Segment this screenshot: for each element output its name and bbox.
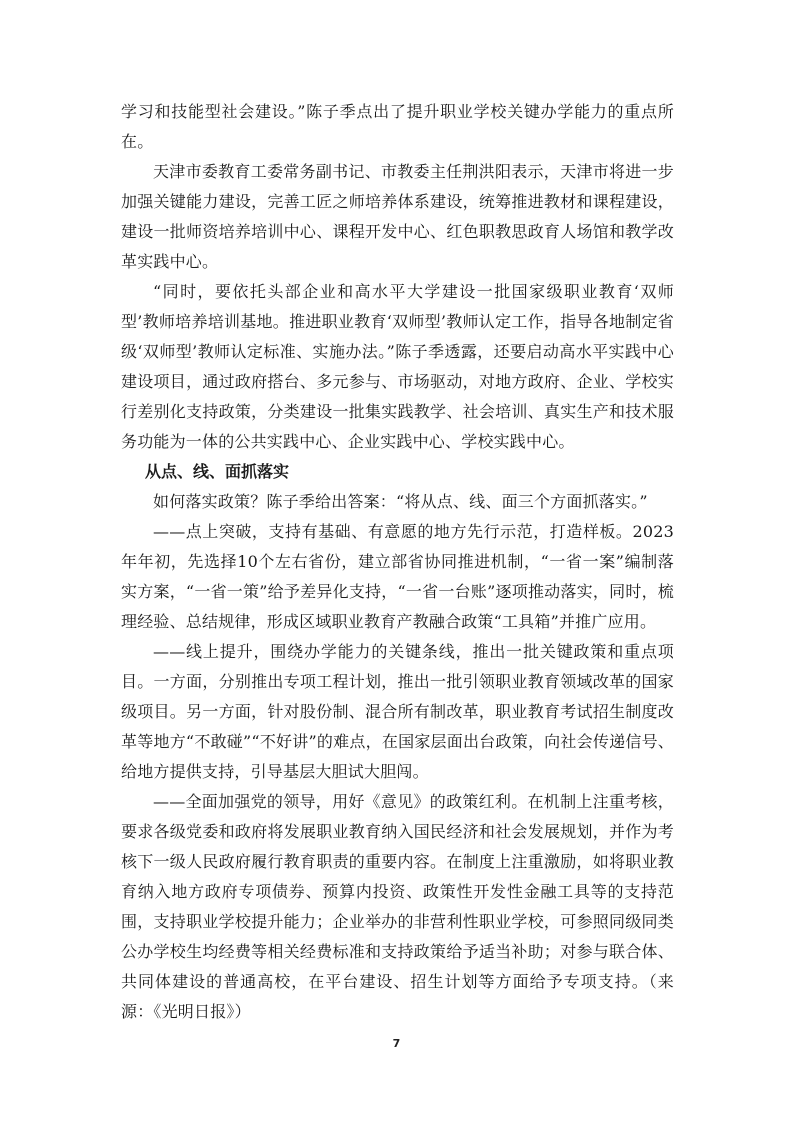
paragraph-line: ——线上提升，围绕办学能力的关键条线，推出一批关键政策和重点项目。一方面，分别推出专项工程计划，推出一批引领职业教育领域改革的国家级项目。另一方面，针对股份制、混合所有制改革，职业教育考试招生制度改革等地方“不敢碰”“不好讲”的难点，在国家层面出台政策，向社会传递信号、给地方提供支持，引导基层大胆试大胆闯。 — [121, 642, 674, 781]
document-body — [121, 97, 674, 1027]
paragraph-double-teacher: “同时，要依托头部企业和高水平大学建设一批国家级职业教育‘双师型’教师培养培训基地。推进职业教育‘双师型’教师认定工作，指导各地制定省级‘双师型’教师认定标准、实施办法。”陈子季透露，还要启动高水平实践中心建设项目，通过政府搭台、多元参与、市场驱动，对地方政府、企业、学校实行差别化支持政策，分类建设一批集实践教学、社会培训、真实生产和技术服务功能为一体的公共实践中心、企业实践中心、学校实践中心。 — [121, 282, 674, 451]
section-heading: 从点、线、面抓落实 — [145, 462, 290, 481]
paragraph-point: ——点上突破，支持有基础、有意愿的地方先行示范，打造样板。2023年年初，先选择10个左右省份，建立部省协同推进机制，“一省一案”编制落实方案，“一省一策”给予差异化支持，“一省一台账”逐项推动落实，同时，梳理经验、总结规律，形成区域职业教育产教融合政策“工具箱”并推广应用。 — [121, 522, 674, 631]
paragraph-question: 如何落实政策？陈子季给出答案：“将从点、线、面三个方面抓落实。” — [153, 492, 648, 511]
paragraph-surface: ——全面加强党的领导，用好《意见》的政策红利。在机制上注重考核，要求各级党委和政府将发展职业教育纳入国民经济和社会发展规划，并作为考核下一级人民政府履行教育职责的重要内容。在制度上注重激励，如将职业教育纳入地方政府专项债券、预算内投资、政策性开发性金融工具等的支持范围，支持职业学校提升能力；企业举办的非营利性职业学校，可参照同级同类公办学校生均经费等相关经费标准和支持政策给予适当补助；对参与联合体、共同体建设的普通高校，在平台建设、招生计划等方面给予专项支持。（来源：《光明日报》） — [121, 792, 674, 1021]
page-number: 7 — [392, 1037, 401, 1050]
paragraph-continuation: 学习和技能型社会建设。”陈子季点出了提升职业学校关键办学能力的重点所在。 — [121, 102, 674, 151]
paragraph-tianjin: 天津市委教育工委常务副书记、市教委主任荆洪阳表示，天津市将进一步加强关键能力建设，完善工匠之师培养体系建设，统筹推进教材和课程建设，建设一批师资培养培训中心、课程开发中心、红色职教思政育人场馆和教学改革实践中心。 — [121, 162, 674, 271]
